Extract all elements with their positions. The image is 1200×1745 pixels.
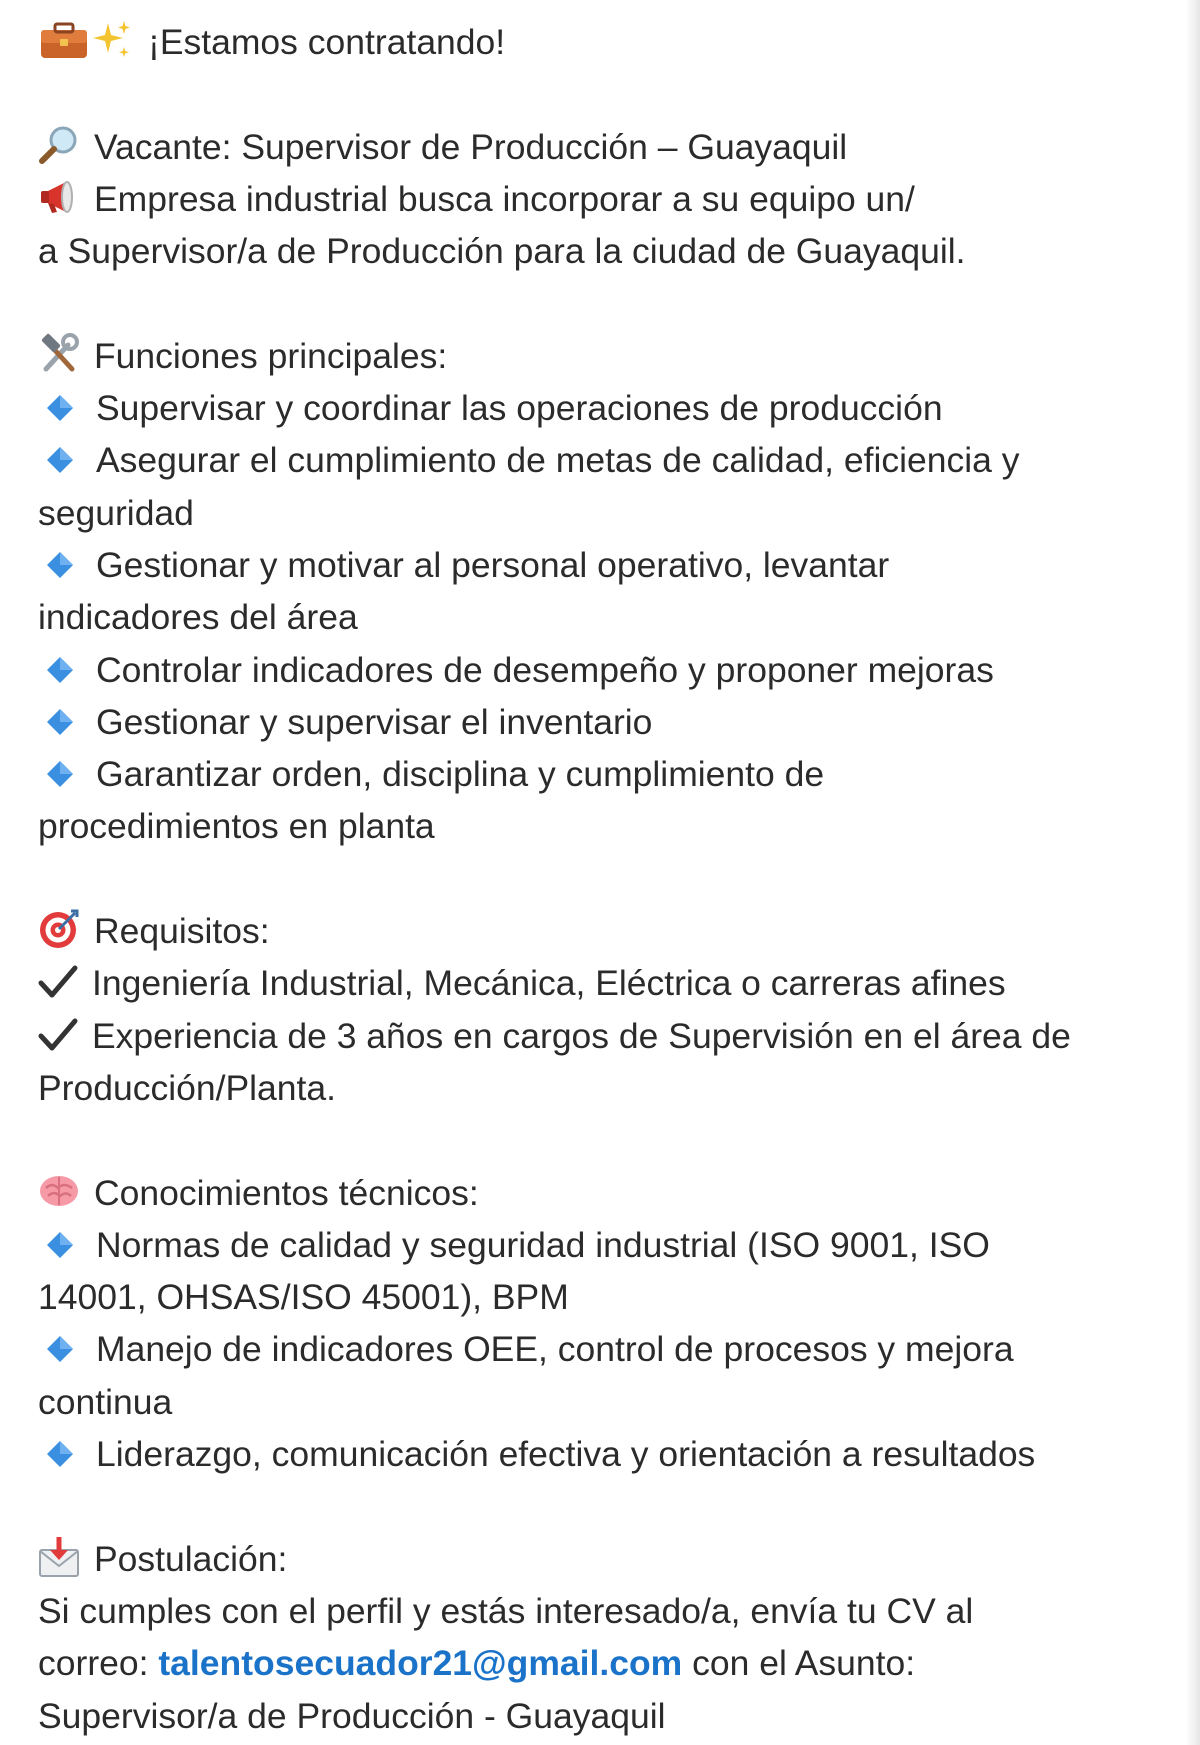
function-item-3 bbox=[38, 539, 1158, 591]
briefcase-sparkles-icon bbox=[38, 19, 134, 61]
spacer bbox=[38, 853, 1158, 905]
blue-diamond-icon bbox=[46, 708, 74, 736]
sparkles-icon bbox=[93, 21, 130, 57]
blue-diamond-icon bbox=[46, 551, 74, 579]
blue-diamond-icon bbox=[46, 656, 74, 684]
requirement-item-2 bbox=[38, 1010, 1158, 1062]
blue-diamond-icon bbox=[46, 760, 74, 788]
vacancy-line bbox=[38, 121, 1158, 173]
blue-diamond-icon bbox=[46, 446, 74, 474]
knowledge-item-3 bbox=[38, 1428, 1158, 1480]
application-line-3: Supervisor/a de Producción - Guayaquil bbox=[38, 1695, 666, 1736]
knowledge-item-3-text: Liderazgo, comunicación efectiva y orientación a resultados bbox=[96, 1434, 1036, 1475]
function-item-2-cont: seguridad bbox=[38, 492, 194, 533]
requirement-item-2-text: Experiencia de 3 años en cargos de Supervisión en el área de bbox=[92, 1015, 1071, 1056]
knowledge-item-2-cont: continua bbox=[38, 1381, 173, 1422]
brain-icon bbox=[38, 1170, 80, 1212]
knowledge-item-1 bbox=[38, 1219, 1158, 1271]
application-line-1: Si cumples con el perfil y estás interesado/a, envía tu CV al bbox=[38, 1590, 974, 1631]
intro-text-1: Empresa industrial busca incorporar a su equipo un/ bbox=[94, 178, 915, 219]
application-prefix: correo: bbox=[38, 1643, 159, 1684]
headline bbox=[38, 16, 1158, 68]
function-item-5 bbox=[38, 696, 1158, 748]
application-heading bbox=[38, 1533, 1158, 1585]
functions-heading bbox=[38, 330, 1158, 382]
requirement-item-1 bbox=[38, 957, 1158, 1009]
requirement-item-1-text: Ingeniería Industrial, Mecánica, Eléctrica o carreras afines bbox=[92, 963, 1006, 1004]
requirements-heading bbox=[38, 905, 1158, 957]
function-item-6-text: Garantizar orden, disciplina y cumplimiento de bbox=[96, 754, 825, 795]
blue-diamond-icon bbox=[46, 1440, 74, 1468]
knowledge-item-1-cont: 14001, OHSAS/ISO 45001), BPM bbox=[38, 1277, 569, 1318]
check-mark-icon bbox=[38, 965, 78, 999]
requirement-item-2-cont: Producción/Planta. bbox=[38, 1067, 336, 1108]
vacancy-text: Vacante: Supervisor de Producción – Guayaquil bbox=[94, 126, 848, 167]
function-item-3-text: Gestionar y motivar al personal operativo, levantar bbox=[96, 544, 890, 585]
application-line-2 bbox=[38, 1637, 1158, 1689]
knowledge-item-1-text: Normas de calidad y seguridad industrial (ISO 9001, ISO bbox=[96, 1224, 990, 1265]
blue-diamond-icon bbox=[46, 394, 74, 422]
blue-diamond-icon bbox=[46, 1335, 74, 1363]
headline-text: ¡Estamos contratando! bbox=[148, 22, 506, 62]
check-mark-icon bbox=[38, 1018, 78, 1052]
knowledge-item-2 bbox=[38, 1323, 1158, 1375]
knowledge-heading-text: Conocimientos técnicos: bbox=[94, 1172, 479, 1213]
function-item-4 bbox=[38, 644, 1158, 696]
magnifying-glass-icon bbox=[38, 124, 80, 166]
hammer-and-wrench-icon bbox=[38, 333, 80, 375]
application-heading-text: Postulación: bbox=[94, 1538, 288, 1579]
megaphone-icon bbox=[38, 176, 80, 218]
spacer bbox=[38, 277, 1158, 329]
function-item-2 bbox=[38, 434, 1158, 486]
knowledge-heading bbox=[38, 1167, 1158, 1219]
functions-heading-text: Funciones principales: bbox=[94, 335, 448, 376]
knowledge-item-2-text: Manejo de indicadores OEE, control de procesos y mejora bbox=[96, 1329, 1014, 1370]
intro-line-2: a Supervisor/a de Producción para la ciudad de Guayaquil. bbox=[38, 231, 966, 272]
application-suffix: con el Asunto: bbox=[682, 1643, 916, 1684]
job-post bbox=[38, 16, 1158, 1742]
function-item-3-cont: indicadores del área bbox=[38, 597, 358, 638]
spacer bbox=[38, 1480, 1158, 1532]
function-item-5-text: Gestionar y supervisar el inventario bbox=[96, 701, 653, 742]
function-item-2-text: Asegurar el cumplimiento de metas de calidad, eficiencia y bbox=[96, 440, 1020, 481]
intro-line-1 bbox=[38, 173, 1158, 225]
blue-diamond-icon bbox=[46, 1231, 74, 1259]
function-item-1 bbox=[38, 382, 1158, 434]
spacer bbox=[38, 1114, 1158, 1166]
function-item-6 bbox=[38, 748, 1158, 800]
envelope-with-arrow-icon bbox=[38, 1536, 80, 1578]
function-item-1-text: Supervisar y coordinar las operaciones de producción bbox=[96, 388, 943, 429]
briefcase-icon bbox=[41, 24, 87, 58]
target-icon bbox=[38, 908, 80, 950]
function-item-6-cont: procedimientos en planta bbox=[38, 806, 435, 847]
requirements-heading-text: Requisitos: bbox=[94, 911, 270, 952]
function-item-4-text: Controlar indicadores de desempeño y proponer mejoras bbox=[96, 649, 994, 690]
page-edge-shadow bbox=[1186, 0, 1200, 1745]
spacer bbox=[38, 68, 1158, 120]
contact-email-link[interactable]: talentosecuador21@gmail.com bbox=[158, 1643, 683, 1684]
